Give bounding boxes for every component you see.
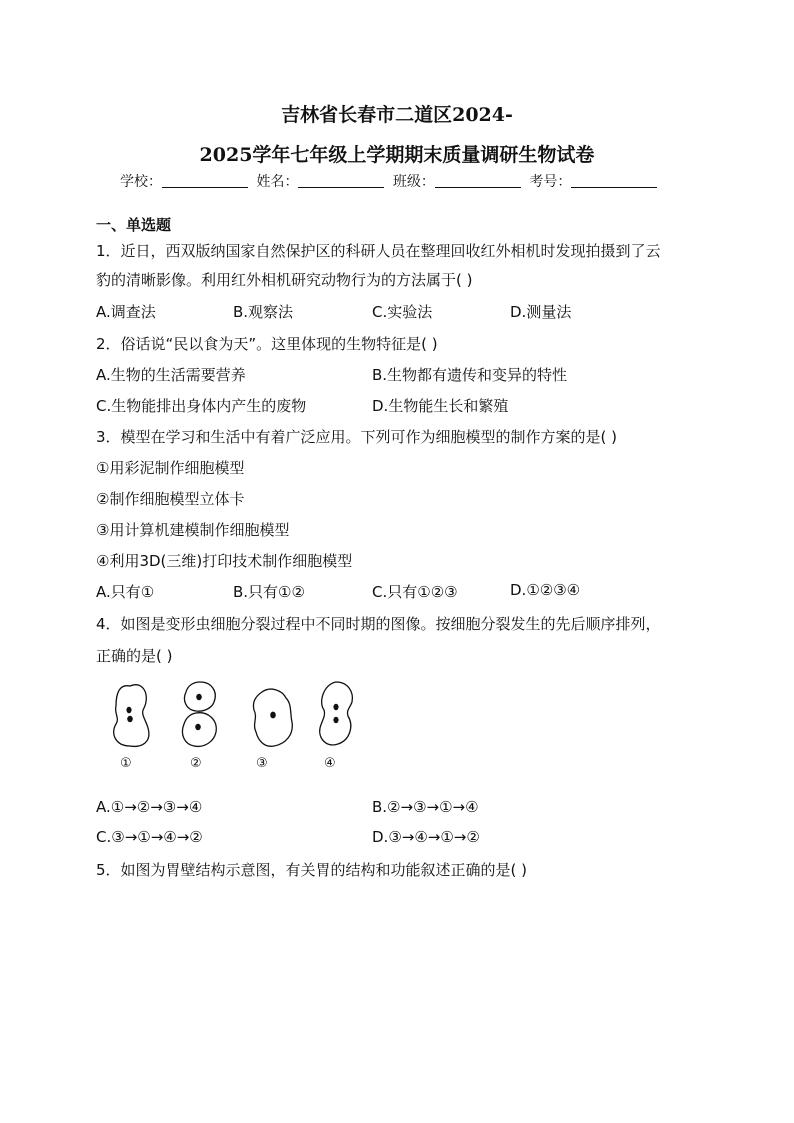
amoeba-stage-4 — [320, 682, 353, 745]
question-4-option-c[interactable]: C.③→①→④→② — [96, 828, 203, 846]
question-4-line2: 正确的是( ) — [96, 647, 173, 665]
question-4-option-a[interactable]: A.①→②→③→④ — [96, 798, 203, 816]
question-3-item-1: ①用彩泥制作细胞模型 — [96, 459, 245, 477]
figure-label-1: ① — [120, 756, 132, 771]
name-label: 姓名： — [256, 174, 299, 190]
question-3-option-d[interactable]: D.①②③④ — [510, 581, 581, 599]
question-1-option-c[interactable]: C.实验法 — [372, 303, 433, 321]
question-2-option-c[interactable]: C.生物能排出身体内产生的废物 — [96, 397, 307, 415]
question-1-option-a[interactable]: A.调查法 — [96, 303, 156, 321]
class-blank[interactable] — [435, 173, 521, 188]
question-1-option-d[interactable]: D.测量法 — [510, 303, 572, 321]
amoeba-stage-3 — [253, 689, 292, 746]
figure-label-2: ② — [190, 756, 202, 771]
school-label: 学校： — [120, 174, 162, 190]
school-blank[interactable] — [162, 173, 248, 188]
question-3-line1: 3．模型在学习和生活中有着广泛应用。下列可作为细胞模型的制作方案的是( ) — [96, 428, 618, 446]
question-1-line2: 豹的清晰影像。利用红外相机研究动物行为的方法属于( ) — [96, 271, 473, 289]
question-1-option-b[interactable]: B.观察法 — [233, 303, 294, 321]
question-2-option-d[interactable]: D.生物能生长和繁殖 — [372, 397, 509, 415]
exam-no-blank[interactable] — [571, 173, 657, 188]
name-blank[interactable] — [298, 173, 384, 188]
student-info-row — [120, 171, 661, 191]
question-5-line1: 5．如图为胃壁结构示意图，有关胃的结构和功能叙述正确的是( ) — [96, 861, 528, 879]
amoeba-stage-2 — [182, 682, 216, 746]
question-2-option-a[interactable]: A.生物的生活需要营养 — [96, 366, 246, 384]
question-2-option-b[interactable]: B.生物都有遗传和变异的特性 — [372, 366, 568, 384]
question-3-item-3: ③用计算机建模制作细胞模型 — [96, 521, 290, 539]
question-4-line1: 4．如图是变形虫细胞分裂过程中不同时期的图像。按细胞分裂发生的先后顺序排列， — [96, 615, 661, 633]
exam-no-label: 考号： — [529, 174, 572, 190]
figure-label-4: ④ — [324, 756, 336, 771]
question-3-option-b[interactable]: B.只有①② — [233, 583, 305, 601]
question-2-line1: 2．俗话说“民以食为天”。这里体现的生物特征是( ) — [96, 335, 438, 353]
class-label: 班级： — [392, 174, 435, 190]
question-3-item-4: ④利用3D(三维)打印技术制作细胞模型 — [96, 552, 353, 570]
amoeba-stage-1 — [114, 685, 149, 747]
question-3-item-2: ②制作细胞模型立体卡 — [96, 490, 245, 508]
figure-label-3: ③ — [256, 756, 268, 771]
question-3-option-a[interactable]: A.只有① — [96, 583, 155, 601]
question-4-option-b[interactable]: B.②→③→①→④ — [372, 798, 479, 816]
question-1-line1: 1．近日，西双版纳国家自然保护区的科研人员在整理回收红外相机时发现拍摄到了云 — [96, 242, 661, 260]
exam-title-line1: 吉林省长春市二道区2024- — [281, 104, 513, 126]
question-4-option-d[interactable]: D.③→④→①→② — [372, 828, 480, 846]
exam-title-line2: 2025学年七年级上学期期末质量调研生物试卷 — [199, 144, 595, 166]
section-title: 一、单选题 — [96, 216, 172, 234]
question-3-option-c[interactable]: C.只有①②③ — [372, 583, 458, 601]
